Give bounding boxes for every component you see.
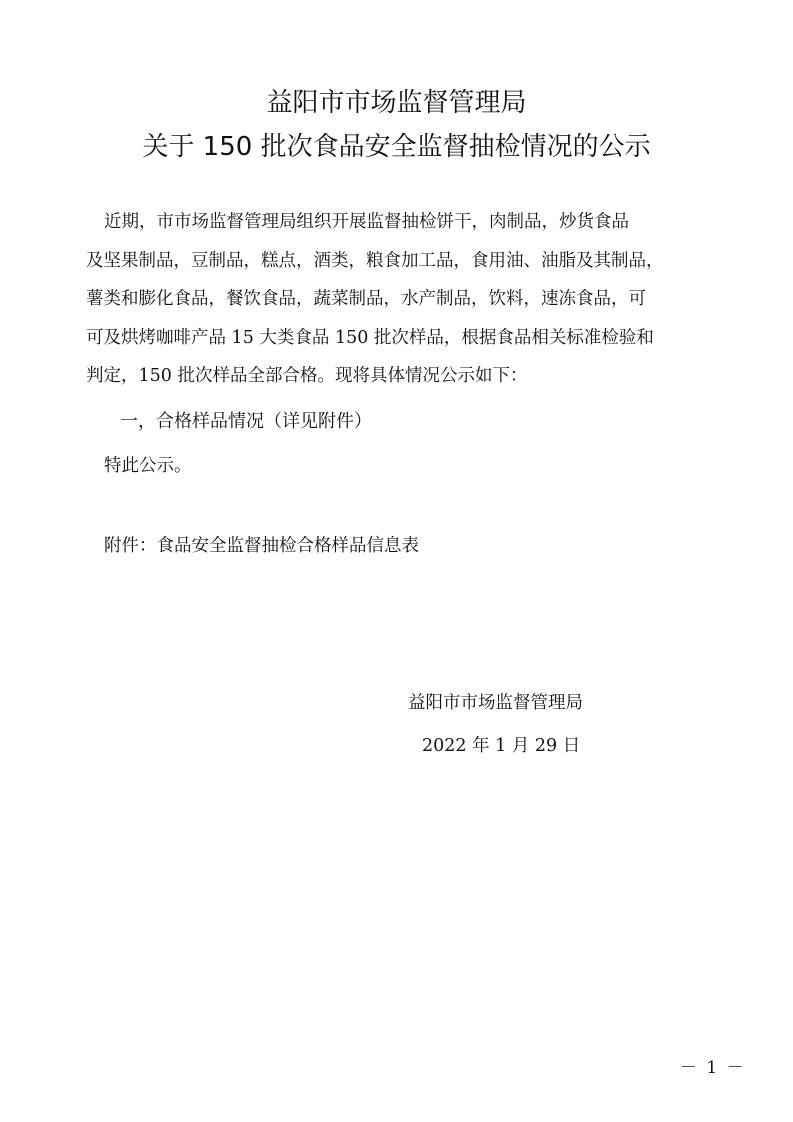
intro-paragraph	[86, 203, 716, 396]
signature-organization: 益阳市市场监督管理局	[408, 693, 583, 713]
intro-line-3: 薯类和膨化食品，餐饮食品，蔬菜制品，水产制品，饮料，速冻食品，可	[86, 289, 646, 309]
attachment-note: 附件：食品安全监督抽检合格样品信息表	[104, 536, 419, 556]
intro-line-5: 判定，150 批次样品全部合格。现将具体情况公示如下：	[86, 366, 528, 386]
intro-line-2: 及坚果制品，豆制品，糕点，酒类，粮食加工品，食用油、油脂及其制品，	[86, 250, 664, 271]
closing-statement: 特此公示。	[104, 456, 192, 476]
intro-line-4: 可及烘烤咖啡产品 15 大类食品 150 批次样品，根据食品相关标准检验和	[86, 327, 654, 348]
section-heading-qualified-samples: 一，合格样品情况（详见附件）	[120, 411, 372, 432]
document-title-line-1: 益阳市市场监督管理局	[266, 88, 527, 118]
page-number: － 1 －	[680, 1058, 746, 1078]
document-title-line-2: 关于 150 批次食品安全监督抽检情况的公示	[142, 132, 651, 162]
signature-date: 2022 年 1 月 29 日	[422, 736, 581, 756]
intro-line-1: 近期，市市场监督管理局组织开展监督抽检饼干，肉制品，炒货食品	[104, 212, 629, 232]
